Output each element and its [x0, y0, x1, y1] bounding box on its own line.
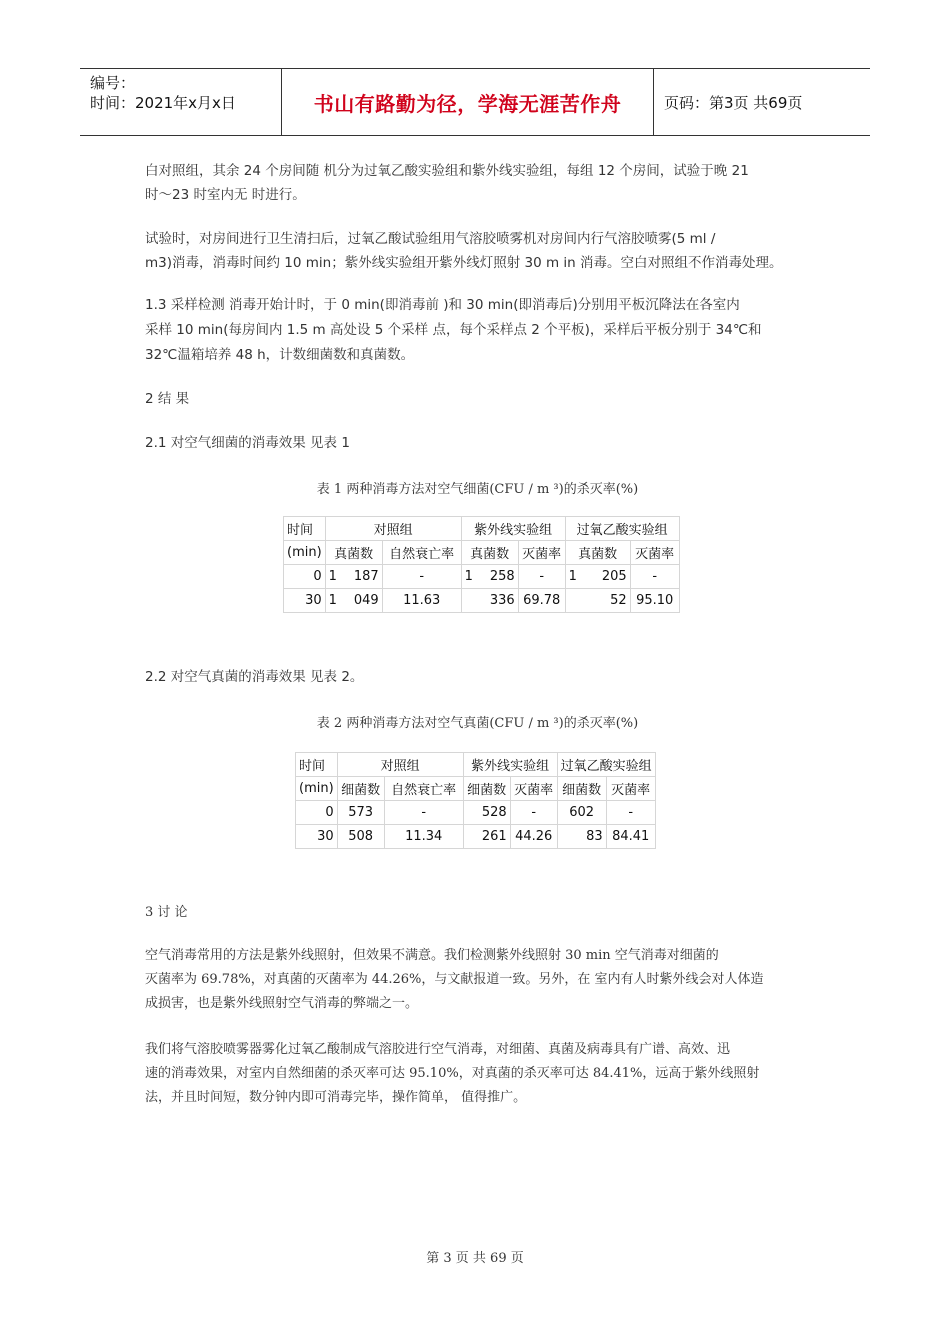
paragraph-line: 我们将气溶胶喷雾器雾化过氧乙酸制成气溶胶进行空气消毒，对细菌、真菌及病毒具有广谱、高效、迅: [145, 1042, 731, 1057]
paragraph-line: 空气消毒常用的方法是紫外线照射，但效果不满意。我们检测紫外线照射 30 min 空气消毒对细菌的: [145, 948, 719, 963]
table-cell: 30: [296, 825, 338, 849]
table-row: [284, 589, 680, 613]
table2-caption: 表 2 两种消毒方法对空气真菌(CFU / m ³)的杀灭率(%): [316, 716, 639, 731]
table-cell: 30: [284, 589, 326, 613]
table-cell: [461, 589, 478, 613]
header-meta: [80, 69, 282, 135]
paragraph-line: m3)消毒，消毒时间约 10 min；紫外线实验组开紫外线灯照射 30 m in 消毒。空白对照组不作消毒处理。: [145, 255, 783, 271]
table-header-cell: 细菌数: [463, 777, 510, 801]
paragraph-line: 速的消毒效果，对室内自然细菌的杀灭率可达 95.10%，对真菌的杀灭率可达 84.41%，远高于紫外线照射: [145, 1066, 760, 1081]
table1: [283, 516, 680, 613]
table-header-cell: 细菌数: [337, 777, 384, 801]
table-header-cell: 真菌数: [325, 541, 382, 565]
subsection-heading: 2.1 对空气细菌的消毒效果 见表 1: [145, 435, 350, 451]
table-header-cell: (min): [284, 541, 326, 565]
table-header-cell: 对照组: [337, 753, 463, 777]
page-footer: 第 3 页 共 69 页: [426, 1251, 524, 1266]
table-cell: 528: [463, 801, 510, 825]
section-heading: 3 讨 论: [145, 905, 188, 920]
table-cell: 11.34: [384, 825, 463, 849]
table2: [295, 752, 656, 849]
table-header-cell: 时间: [284, 517, 326, 541]
table-cell: 1: [325, 589, 342, 613]
table-cell: 1: [325, 565, 342, 589]
table-header-cell: 真菌数: [461, 541, 518, 565]
table1-caption: 表 1 两种消毒方法对空气细菌(CFU / m ³)的杀灭率(%): [316, 482, 639, 497]
table-cell: 049: [342, 589, 383, 613]
paragraph-line: 采样 10 min(每房间内 1.5 m 高处设 5 个采样 点，每个采样点 2 个平板)，采样后平板分别于 34℃和: [145, 322, 762, 338]
table-cell: 11.63: [382, 589, 461, 613]
table-row: [296, 825, 656, 849]
table-cell: 261: [463, 825, 510, 849]
table-cell: 602: [557, 801, 606, 825]
table-header-cell: 自然衰亡率: [384, 777, 463, 801]
table-header-cell: 对照组: [325, 517, 461, 541]
table-header-cell: 紫外线实验组: [463, 753, 557, 777]
table-header-cell: 灭菌率: [510, 777, 557, 801]
table-header-cell: (min): [296, 777, 338, 801]
document-time-label: 时间：2021年x月x日: [90, 94, 236, 112]
table-cell: 44.26: [510, 825, 557, 849]
paragraph-line: 1.3 采样检测 消毒开始计时，于 0 min(即消毒前 )和 30 min(即消毒后)分别用平板沉降法在各室内: [145, 297, 740, 313]
table-header-cell: 灭菌率: [518, 541, 565, 565]
table-cell: 0: [296, 801, 338, 825]
table-row: [296, 801, 656, 825]
paragraph-line: 32℃温箱培养 48 h，计数细菌数和真菌数。: [145, 347, 415, 363]
table-cell: -: [630, 565, 679, 589]
table-cell: 187: [342, 565, 383, 589]
header-page-info: 页码：第3页 共69页: [664, 93, 803, 112]
paragraph-line: 试验时，对房间进行卫生清扫后，过氧乙酸试验组用气溶胶喷雾机对房间内行气溶胶喷雾(5 ml /: [145, 231, 716, 247]
table-cell: 258: [478, 565, 519, 589]
subsection-heading: 2.2 对空气真菌的消毒效果 见表 2。: [145, 669, 364, 685]
table-cell: 84.41: [606, 825, 655, 849]
paragraph-line: 法，并且时间短，数分钟内即可消毒完毕，操作简单， 值得推广。: [145, 1090, 527, 1105]
table-header-cell: 时间: [296, 753, 338, 777]
table-row: [284, 565, 680, 589]
table-cell: -: [384, 801, 463, 825]
paragraph-line: 成损害，也是紫外线照射空气消毒的弊端之一。: [145, 996, 419, 1011]
table-cell: [565, 589, 582, 613]
table-header-cell: 紫外线实验组: [461, 517, 565, 541]
table-header-cell: 细菌数: [557, 777, 606, 801]
table-cell: 52: [582, 589, 631, 613]
table-header-cell: 过氧乙酸实验组: [557, 753, 655, 777]
table-cell: -: [606, 801, 655, 825]
table-cell: 69.78: [518, 589, 565, 613]
table-cell: 0: [284, 565, 326, 589]
paragraph-line: 时～23 时室内无 时进行。: [145, 187, 306, 203]
header-motto: 书山有路勤为径，学海无涯苦作舟: [282, 69, 654, 135]
table-cell: 205: [582, 565, 631, 589]
table-header-cell: 过氧乙酸实验组: [565, 517, 679, 541]
table-header-cell: 灭菌率: [630, 541, 679, 565]
paragraph-line: 白对照组，其余 24 个房间随 机分为过氧乙酸实验组和紫外线实验组，每组 12 个房间，试验于晚 21: [145, 163, 749, 179]
document-number-label: 编号：: [90, 74, 136, 92]
table-cell: 1: [461, 565, 478, 589]
table-cell: -: [510, 801, 557, 825]
section-heading: 2 结 果: [145, 391, 190, 407]
table-cell: 1: [565, 565, 582, 589]
paragraph-line: 灭菌率为 69.78%，对真菌的灭菌率为 44.26%，与文献报道一致。另外，在 室内有人时紫外线会对人体造: [145, 972, 764, 987]
table-cell: 573: [337, 801, 384, 825]
table-header-cell: 真菌数: [565, 541, 630, 565]
page-header: [80, 68, 870, 136]
table-cell: 83: [557, 825, 606, 849]
table-cell: 508: [337, 825, 384, 849]
table-cell: 95.10: [630, 589, 679, 613]
table-cell: -: [518, 565, 565, 589]
table-cell: -: [382, 565, 461, 589]
table-header-cell: 自然衰亡率: [382, 541, 461, 565]
table-header-cell: 灭菌率: [606, 777, 655, 801]
table-cell: 336: [478, 589, 519, 613]
